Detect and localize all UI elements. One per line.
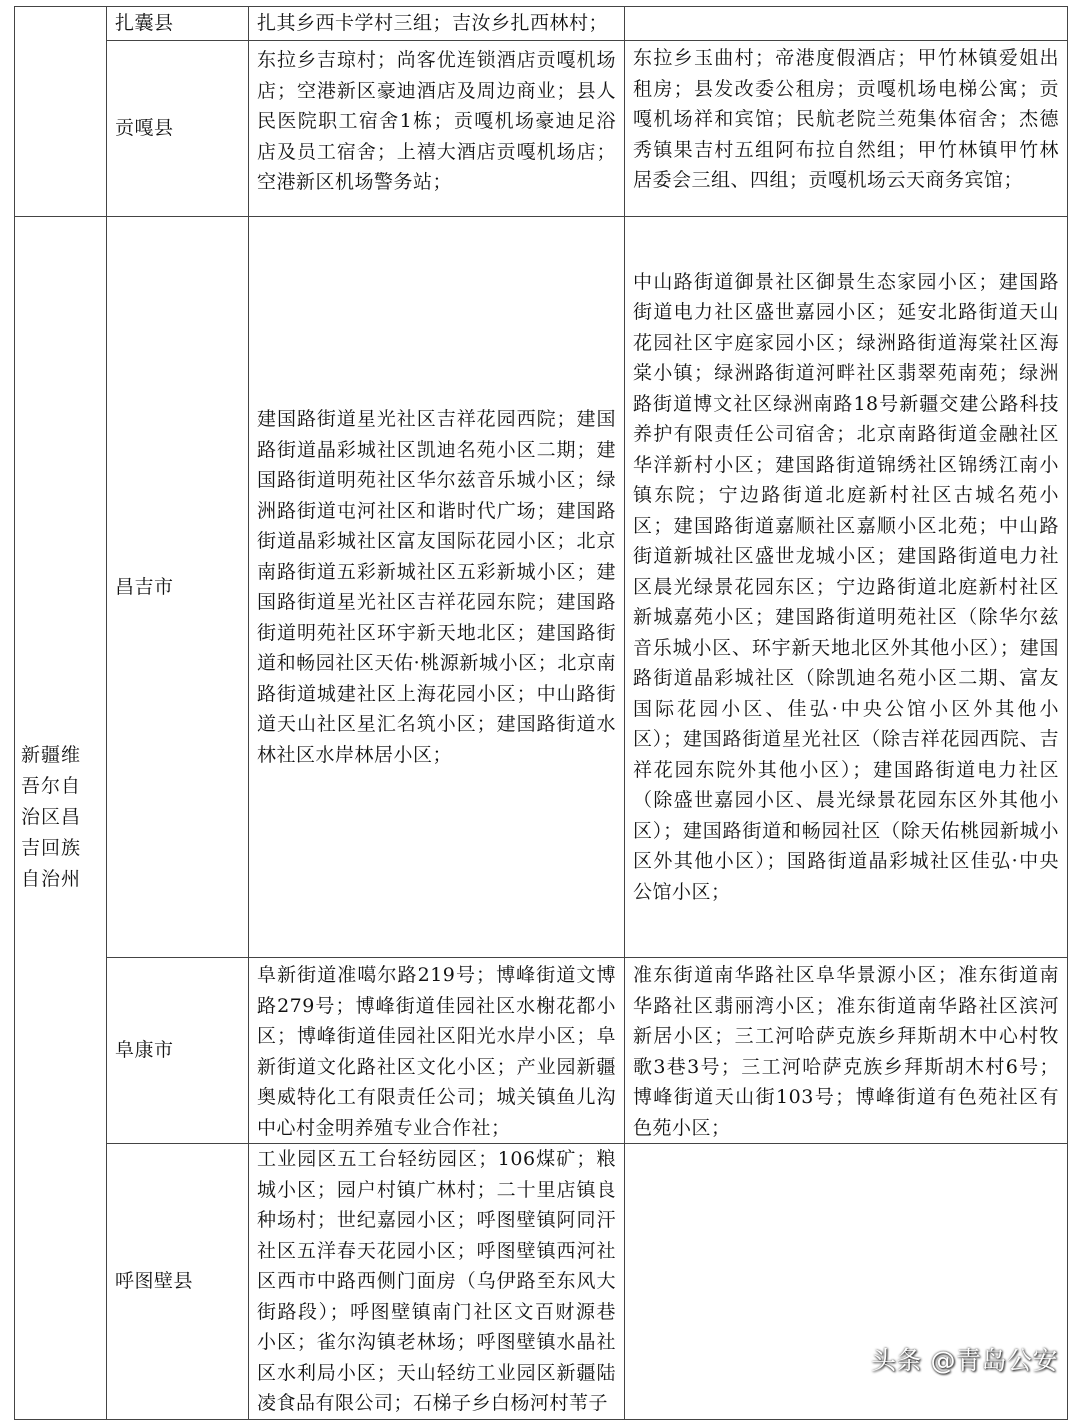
medium-risk-cell: 扎其乡西卡学村三组；吉汝乡扎西林村； — [249, 7, 625, 41]
low-risk-cell: 准东街道南华路社区阜华景源小区；准东街道南华路社区翡丽湾小区；准东街道南华路社区滨河新居小区；三工河哈萨克族乡拜斯胡木中心村牧歌3巷3号；三工河哈萨克族乡拜斯胡木村6号；博峰街道天山街103号；博峰街道有色苑社区有色苑小区； — [625, 958, 1068, 1144]
low-risk-cell — [625, 1144, 1068, 1420]
medium-risk-cell: 东拉乡吉琼村；尚客优连锁酒店贡嘎机场店；空港新区豪迪酒店及周边商业；县人民医院职工宿舍1栋；贡嘎机场豪迪足浴店及员工宿舍；上禧大酒店贡嘎机场店；空港新区机场警务站； — [249, 41, 625, 217]
table-row — [15, 217, 1068, 958]
table-row — [15, 1144, 1068, 1420]
county-cell: 呼图壁县 — [107, 1144, 249, 1420]
table-row — [15, 7, 1068, 41]
medium-risk-cell: 工业园区五工台轻纺园区；106煤矿；粮城小区；园户村镇广林村；二十里店镇良种场村；世纪嘉园小区；呼图壁镇阿同汗社区五洋春天花园小区；呼图壁镇西河社区西市中路西侧门面房（乌伊路至东风大街路段）；呼图壁镇南门社区文百财源巷小区；雀尔沟镇老林场；呼图壁镇水晶社区水利局小区；天山轻纺工业园区新疆陆凌食品有限公司；石梯子乡白杨河村苇子 — [249, 1144, 625, 1420]
medium-risk-cell: 阜新街道准噶尔路219号；博峰街道文博路279号；博峰街道佳园社区水榭花都小区；博峰街道佳园社区阳光水岸小区；阜新街道文化路社区文化小区；产业园新疆奥威特化工有限责任公司；城关镇鱼儿沟中心村金明养殖专业合作社； — [249, 958, 625, 1144]
risk-area-table — [14, 6, 1068, 1420]
region-label: 新疆维吾尔自治区昌吉回族自治州 — [21, 744, 82, 891]
low-risk-cell: 中山路街道御景社区御景生态家园小区；建国路街道电力社区盛世嘉园小区；延安北路街道天山花园社区宇庭家园小区；绿洲路街道海棠社区海棠小镇；绿洲路街道河畔社区翡翠苑南苑；绿洲路街道博文社区绿洲南路18号新疆交建公路科技养护有限责任公司宿舍；北京南路街道金融社区华洋新村小区；建国路街道锦绣社区锦绣江南小镇东院；宁边路街道北庭新村社区古城名苑小区；建国路街道嘉顺社区嘉顺小区北苑；中山路街道新城社区盛世龙城小区；建国路街道电力社区晨光绿景花园东区；宁边路街道北庭新村社区新城嘉苑小区；建国路街道明苑社区（除华尔兹音乐城小区、环宇新天地北区外其他小区）；建国路街道晶彩城社区（除凯迪名苑小区二期、富友国际花园小区、佳弘·中央公馆小区外其他小区）；建国路街道星光社区（除吉祥花园西院、吉祥花园东院外其他小区）；建国路街道电力社区（除盛世嘉园小区、晨光绿景花园东区外其他小区）；建国路街道和畅园社区（除天佑桃园新城小区外其他小区）；国路街道晶彩城社区佳弘·中央公馆小区； — [625, 217, 1068, 958]
county-cell: 阜康市 — [107, 958, 249, 1144]
low-risk-cell: 东拉乡玉曲村；帝港度假酒店；甲竹林镇爱姐出租房；县发改委公租房；贡嘎机场电梯公寓；贡嘎机场祥和宾馆；民航老院兰苑集体宿舍；杰德秀镇果吉村五组阿布拉自然组；甲竹林镇甲竹林居委会三组、四组；贡嘎机场云天商务宾馆； — [625, 41, 1068, 217]
county-cell: 贡嘎县 — [107, 41, 249, 217]
county-cell: 扎囊县 — [107, 7, 249, 41]
region-cell-xinjiang — [15, 217, 107, 1420]
low-risk-cell — [625, 7, 1068, 41]
table-row — [15, 41, 1068, 217]
region-cell-previous — [15, 7, 107, 217]
medium-risk-cell: 建国路街道星光社区吉祥花园西院；建国路街道晶彩城社区凯迪名苑小区二期；建国路街道明苑社区华尔兹音乐城小区；绿洲路街道屯河社区和谐时代广场；建国路街道晶彩城社区富友国际花园小区；北京南路街道五彩新城社区五彩新城小区；建国路街道星光社区吉祥花园东院；建国路街道明苑社区环宇新天地北区；建国路街道和畅园社区天佑·桃源新城小区；北京南路街道城建社区上海花园小区；中山路街道天山社区星汇名筑小区；建国路街道水林社区水岸林居小区； — [249, 217, 625, 958]
county-cell: 昌吉市 — [107, 217, 249, 958]
table-row — [15, 958, 1068, 1144]
source-watermark: 头条 @青岛公安 — [871, 1346, 1058, 1375]
